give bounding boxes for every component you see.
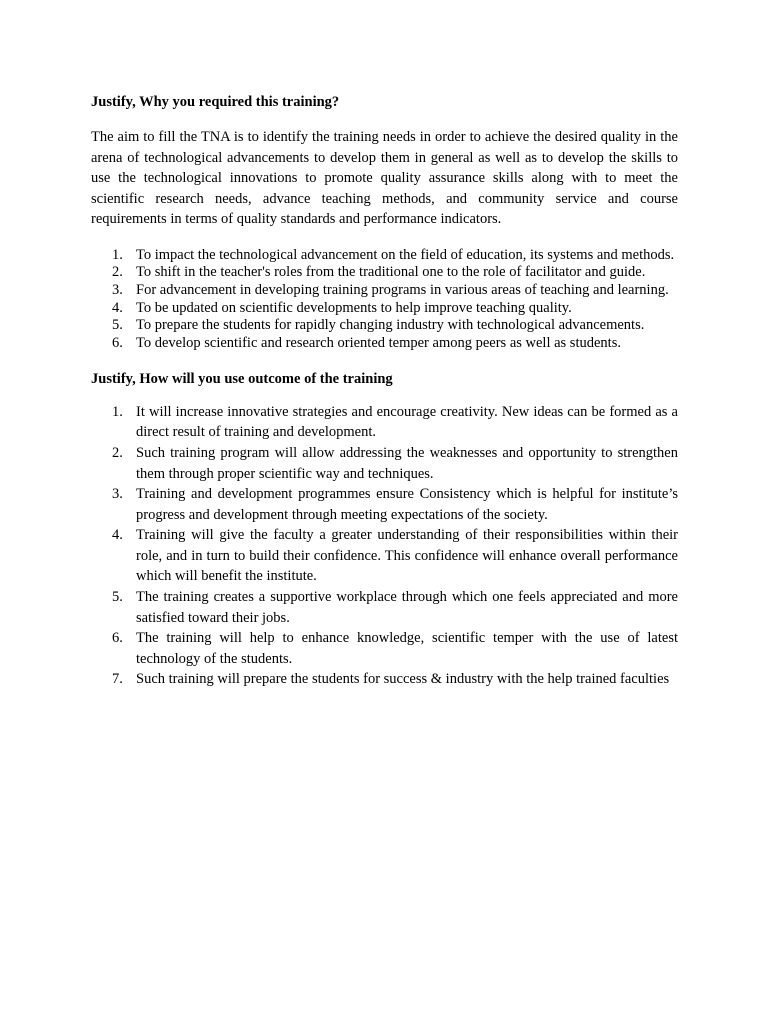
list-item-text: Such training will prepare the students for success & industry with the help trained faculties	[136, 671, 670, 688]
list-item	[91, 669, 678, 690]
list-item	[91, 525, 678, 587]
list-item-number: 2.	[112, 444, 123, 461]
list-item	[91, 247, 678, 265]
list-item	[91, 443, 678, 484]
document-page	[91, 92, 678, 690]
list-item-text: Training will give the faculty a greater understanding of their responsibilities within their role, and in turn to build their confidence. This confidence will enhance overall performance which will benefit the institute.	[136, 527, 678, 585]
list-item-number: 3.	[112, 486, 123, 503]
list-item-number: 1.	[112, 246, 123, 263]
list-item	[91, 264, 678, 282]
list-item-text: To shift in the teacher's roles from the traditional one to the role of facilitator and guide.	[136, 264, 646, 281]
list-item-number: 4.	[112, 299, 123, 316]
list-item-text: For advancement in developing training programs in various areas of teaching and learning.	[136, 281, 669, 298]
list-item	[91, 317, 678, 335]
list-item-text: It will increase innovative strategies and encourage creativity. New ideas can be formed as a direct result of training and development.	[136, 403, 678, 441]
list-item	[91, 484, 678, 525]
list-item	[91, 300, 678, 318]
list-item-text: Training and development programmes ensure Consistency which is helpful for institute’s progress and development through meeting expectations of the society.	[136, 486, 678, 523]
list-item-number: 6.	[112, 630, 123, 647]
list-item	[91, 587, 678, 628]
list-item-text: The training will help to enhance knowledge, scientific temper with the use of latest technology of the students.	[136, 630, 678, 667]
list-item-number: 6.	[112, 335, 123, 352]
list-item-text: To develop scientific and research oriented temper among peers as well as students.	[136, 335, 621, 352]
list-item	[91, 402, 678, 443]
list-item-number: 5.	[112, 589, 123, 606]
list-item-text: The training creates a supportive workplace through which one feels appreciated and more satisfied toward their jobs.	[136, 589, 678, 626]
reasons-list	[91, 247, 678, 353]
list-item-text: To prepare the students for rapidly changing industry with technological advancements.	[136, 317, 645, 334]
outcomes-list	[91, 402, 678, 690]
list-item-number: 2.	[112, 264, 123, 281]
list-item-number: 1.	[112, 403, 123, 420]
list-item-number: 4.	[112, 527, 123, 544]
section2-heading: Justify, How will you use outcome of the training	[91, 370, 393, 387]
list-item-number: 7.	[112, 671, 123, 688]
list-item-text: To impact the technological advancement on the field of education, its systems and methods.	[136, 246, 675, 263]
list-item	[91, 282, 678, 300]
list-item-text: To be updated on scientific developments to help improve teaching quality.	[136, 299, 572, 316]
list-item	[91, 628, 678, 669]
list-item	[91, 335, 678, 353]
list-item-text: Such training program will allow addressing the weaknesses and opportunity to strengthen them through proper scientific way and techniques.	[136, 444, 678, 482]
list-item-number: 3.	[112, 281, 123, 298]
section1-heading: Justify, Why you required this training?	[91, 94, 340, 110]
section1-paragraph: The aim to fill the TNA is to identify the training needs in order to achieve the desired quality in the arena of technological advancements to develop them in general as well as to develop the skills to use the technological innovations to promote quality assurance skills along with to meet the scientific research needs, advance teaching methods, and community service and course requirements in terms of quality standards and performance indicators.	[91, 129, 678, 227]
list-item-number: 5.	[112, 317, 123, 334]
